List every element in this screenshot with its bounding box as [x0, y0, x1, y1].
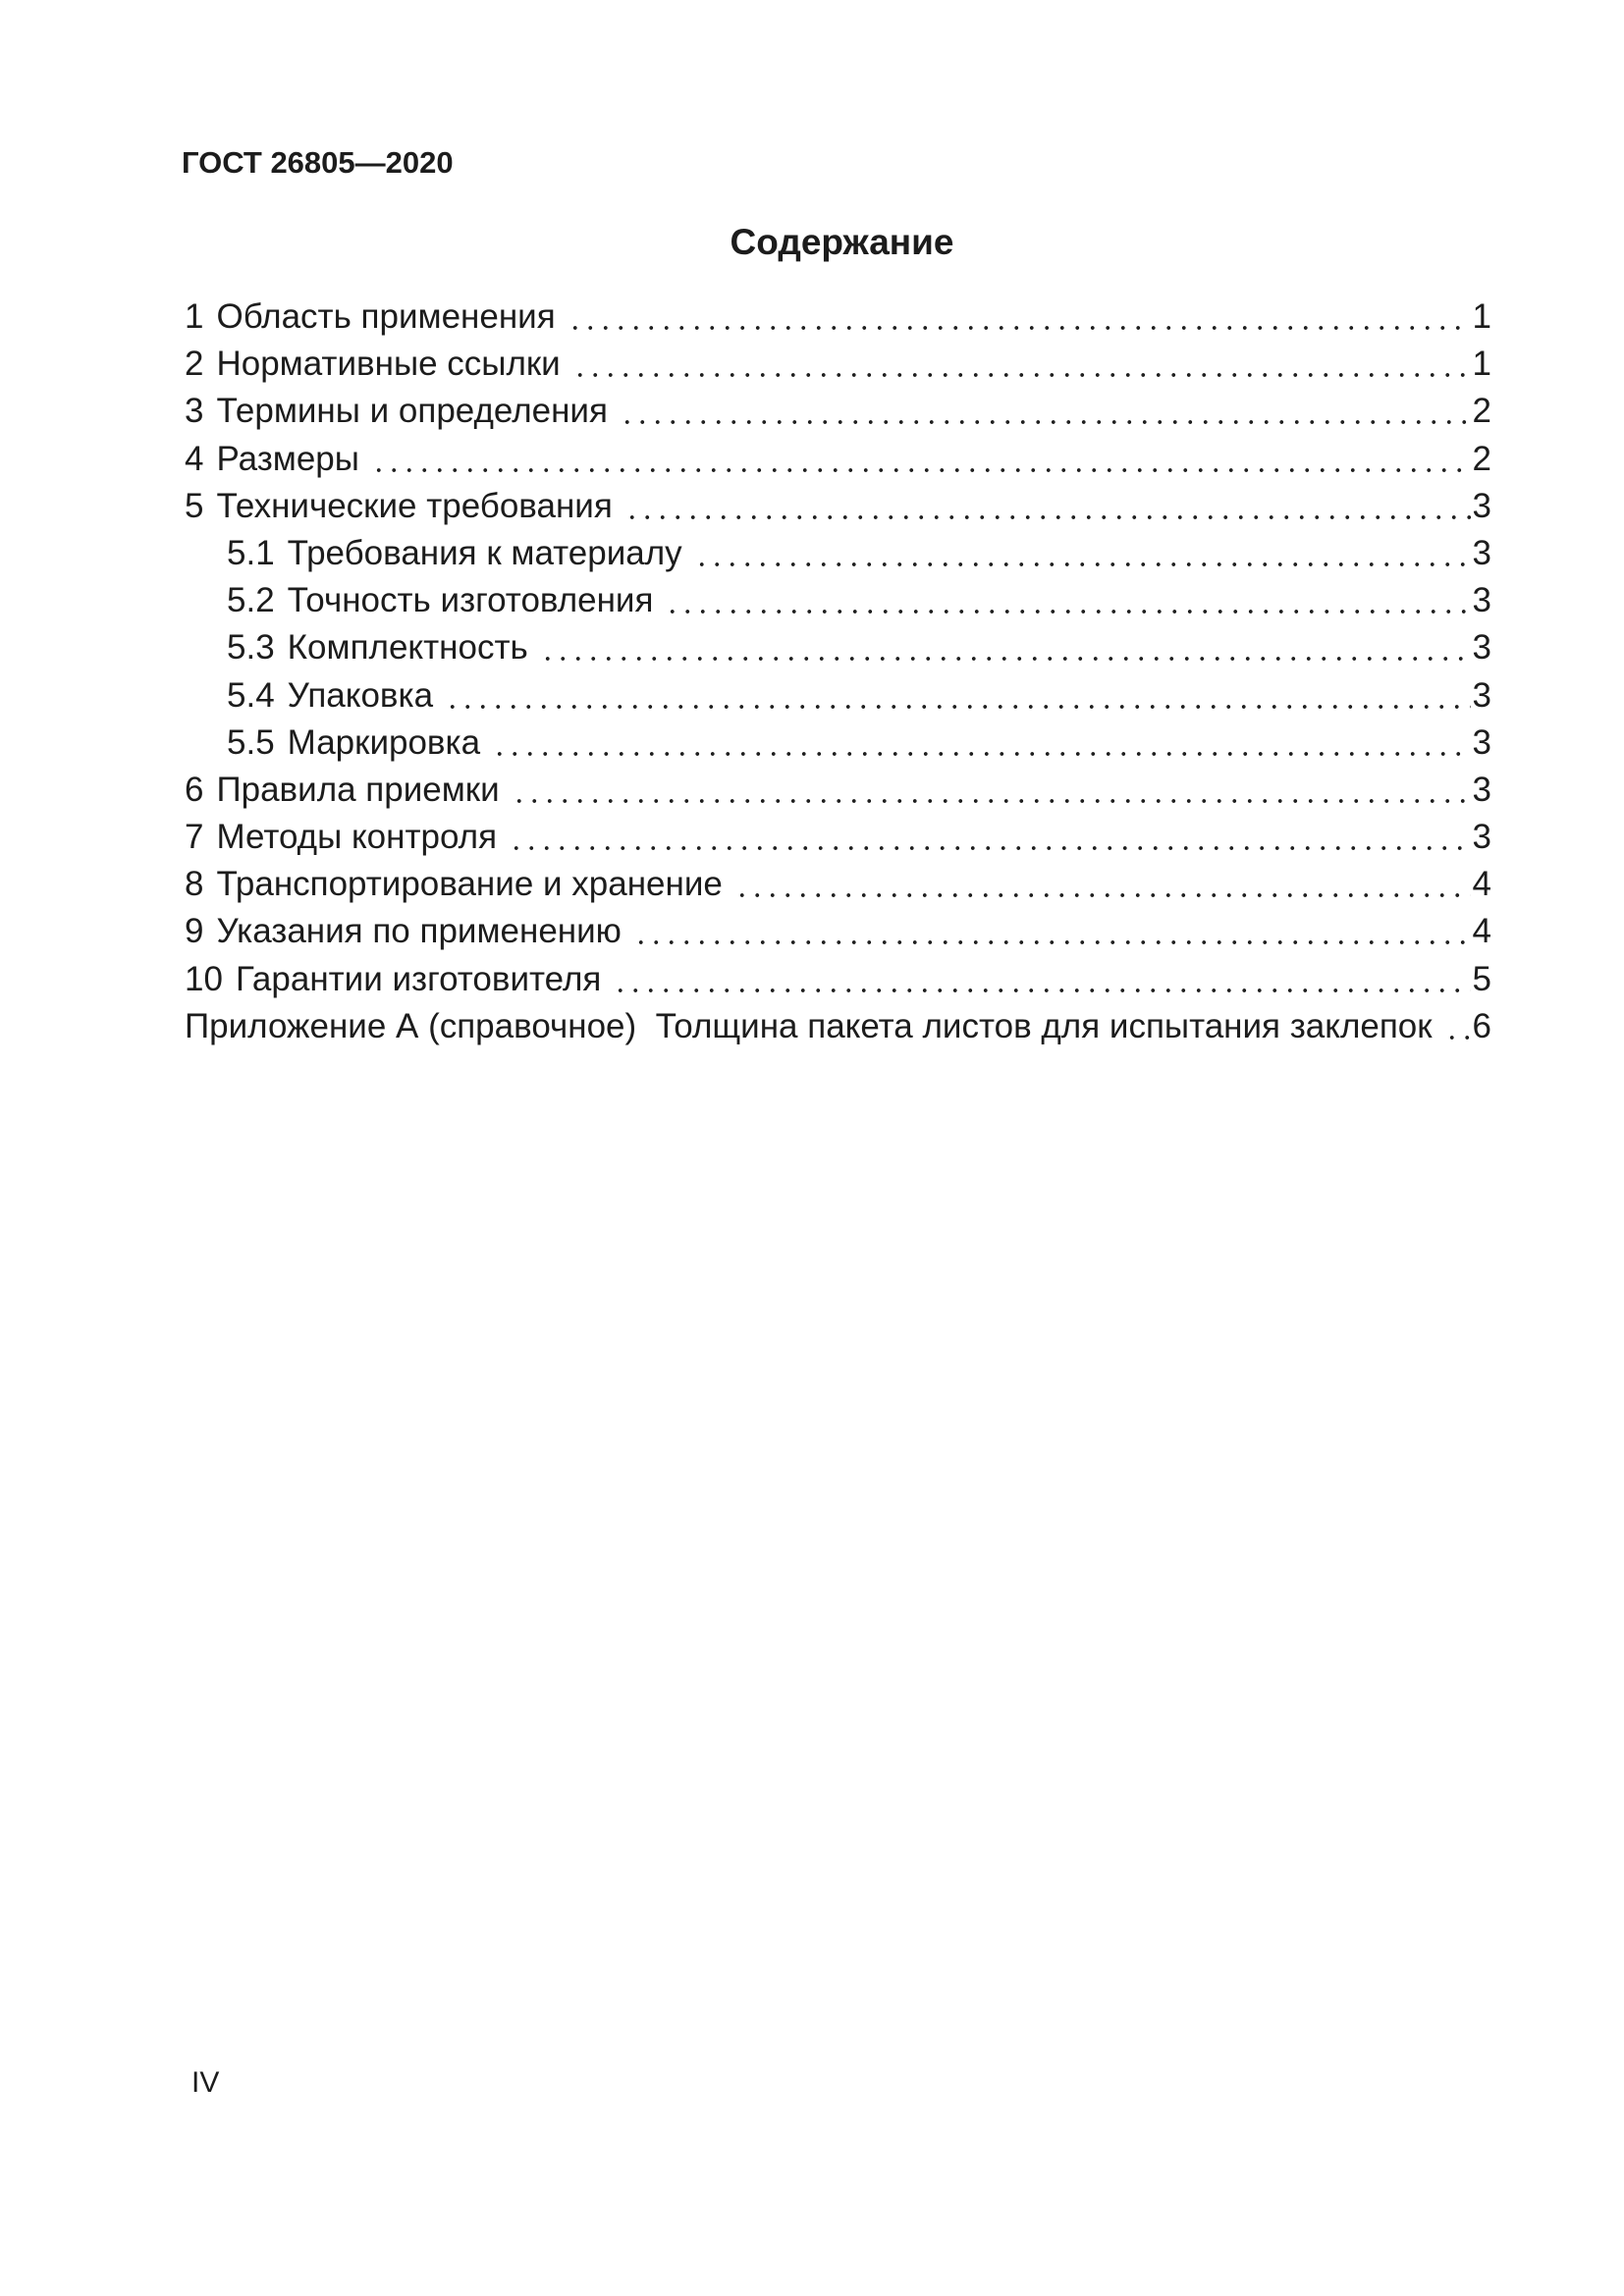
dot-leader	[665, 610, 1470, 614]
toc-entry-title: Правила приемки	[216, 770, 500, 809]
dot-leader	[512, 799, 1471, 803]
toc-entry	[185, 956, 1491, 1003]
toc-entry-number: 5.1	[227, 533, 275, 572]
toc-entry-page: 3	[1472, 581, 1491, 620]
toc-entry-title: Маркировка	[287, 722, 481, 762]
toc-entry-title: Методы контроля	[216, 818, 498, 857]
toc-entry	[185, 672, 1491, 720]
toc-entry-page: 1	[1472, 297, 1491, 336]
toc-entry-page: 2	[1472, 392, 1491, 431]
toc-entry-number: 10	[185, 959, 223, 998]
dot-leader	[572, 373, 1471, 377]
toc-entry-number: 5.3	[227, 628, 275, 667]
toc-entry	[185, 483, 1491, 530]
dot-leader	[633, 940, 1471, 944]
toc-entry	[185, 436, 1491, 483]
dot-leader	[445, 705, 1470, 709]
toc-entry	[185, 767, 1491, 814]
toc-entry-page: 3	[1472, 675, 1491, 715]
toc-entry-title: Термины и определения	[216, 392, 608, 431]
toc-entry-title: Размеры	[216, 439, 359, 478]
toc-entry-title: Приложение А (справочное) Толщина пакета листов для испытания заклепок	[185, 1006, 1433, 1045]
page-number-roman: IV	[191, 2066, 220, 2099]
toc-entry-page: 3	[1472, 770, 1491, 809]
toc-entry	[185, 388, 1491, 435]
dot-leader	[540, 657, 1471, 661]
dot-leader	[509, 846, 1471, 850]
toc-entry-number: 6	[185, 770, 204, 809]
toc-entry-title: Технические требования	[216, 486, 613, 525]
toc-entry	[185, 530, 1491, 577]
toc-entry-page: 6	[1472, 1006, 1491, 1045]
dot-leader	[694, 562, 1471, 566]
toc-entry-number: 5.4	[227, 675, 275, 715]
dot-leader	[492, 752, 1470, 756]
toc-entry	[185, 1003, 1491, 1050]
toc-entry-page: 3	[1472, 486, 1491, 525]
toc-entry-page: 5	[1472, 959, 1491, 998]
toc-entry-page: 4	[1472, 912, 1491, 951]
toc-entry-page: 3	[1472, 722, 1491, 762]
toc-entry-title: Область применения	[216, 297, 556, 336]
toc-entry-title: Нормативные ссылки	[216, 345, 561, 384]
toc-entry-title: Требования к материалу	[287, 533, 682, 572]
toc-entry	[185, 908, 1491, 955]
page-title: Содержание	[730, 222, 954, 262]
toc-entry-number: 5.5	[227, 722, 275, 762]
toc-entry-number: 2	[185, 345, 204, 384]
toc-entry-number: 7	[185, 818, 204, 857]
toc-entry-page: 2	[1472, 439, 1491, 478]
dot-leader	[620, 420, 1471, 424]
toc-entry-title: Транспортирование и хранение	[216, 865, 723, 904]
table-of-contents	[185, 294, 1491, 1050]
toc-entry-page: 3	[1472, 628, 1491, 667]
toc-entry-number: 1	[185, 297, 204, 336]
dot-leader	[734, 893, 1471, 897]
toc-entry	[185, 624, 1491, 671]
toc-entry-page: 1	[1472, 345, 1491, 384]
toc-entry-number: 8	[185, 865, 204, 904]
toc-entry-title: Гарантии изготовителя	[235, 959, 602, 998]
dot-leader	[371, 468, 1471, 472]
toc-entry-number: 9	[185, 912, 204, 951]
toc-entry-title: Упаковка	[287, 675, 434, 715]
toc-entry	[185, 814, 1491, 861]
toc-entry-number: 5	[185, 486, 204, 525]
toc-entry-title: Указания по применению	[216, 912, 622, 951]
dot-leader	[1444, 1036, 1471, 1040]
dot-leader	[624, 515, 1471, 519]
toc-entry	[185, 577, 1491, 624]
toc-entry-number: 5.2	[227, 581, 275, 620]
toc-entry-page: 4	[1472, 865, 1491, 904]
toc-entry-number: 4	[185, 439, 204, 478]
standard-code: ГОСТ 26805—2020	[182, 145, 454, 180]
toc-entry	[185, 861, 1491, 908]
toc-entry-page: 3	[1472, 533, 1491, 572]
toc-entry	[185, 294, 1491, 341]
toc-entry-page: 3	[1472, 818, 1491, 857]
toc-entry-title: Комплектность	[287, 628, 528, 667]
dot-leader	[568, 326, 1471, 330]
toc-entry	[185, 720, 1491, 767]
toc-entry	[185, 341, 1491, 388]
toc-entry-title: Точность изготовления	[287, 581, 654, 620]
dot-leader	[613, 988, 1470, 992]
toc-entry-number: 3	[185, 392, 204, 431]
